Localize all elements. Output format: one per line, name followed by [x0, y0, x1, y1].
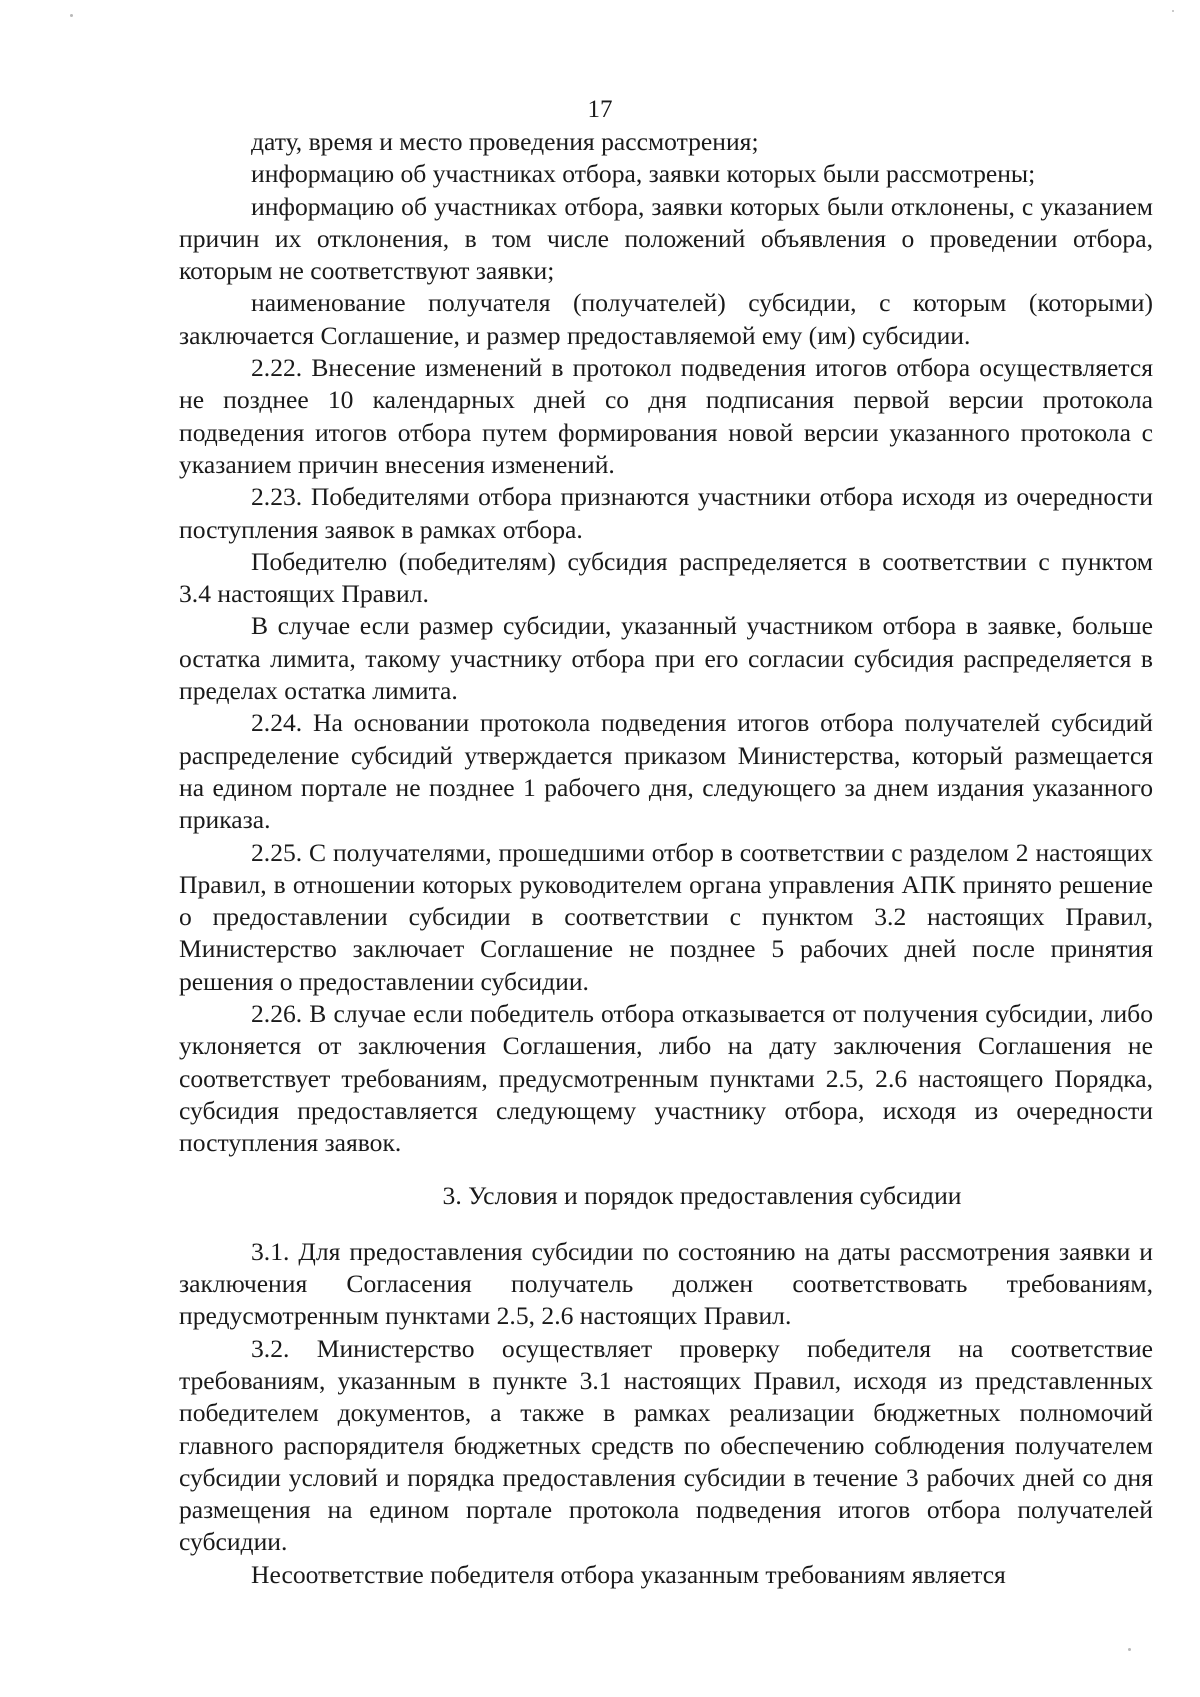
paragraph: информацию об участниках отбора, заявки которых были отклонены, с указанием причин их отклонения, в том числе положений объявления о проведении отбора, которым не соответствуют заявки;	[179, 191, 1153, 286]
page-number: 17	[587, 96, 613, 123]
paragraph: Победителю (победителям) субсидия распределяется в соответствии с пунктом 3.4 настоящих Правил.	[179, 546, 1153, 609]
scan-speck	[1172, 10, 1174, 12]
paragraph: В случае если размер субсидии, указанный участником отбора в заявке, больше остатка лимита, такому участнику отбора при его согласии субсидия распределяется в пределах остатка лимита.	[179, 611, 1153, 706]
scan-speck	[1128, 1648, 1131, 1651]
paragraph: дату, время и место проведения рассмотрения;	[251, 127, 759, 156]
paragraph: 2.23. Победителями отбора признаются участники отбора исходя из очередности поступления заявок в рамках отбора.	[179, 482, 1153, 544]
paragraph: 3.2. Министерство осуществляет проверку победителя на соответствие требованиям, указанным в пункте 3.1 настоящих Правил, исходя из представленных победителем документов, а также в рамках реализации бюджетных полномочий главного распорядителя бюджетных средств по обеспечению соблюдения получателем субсидии условий и порядка предоставления субсидии в течение 3 рабочих дней со дня размещения на едином портале протокола подведения итогов отбора получателей субсидии.	[179, 1333, 1153, 1557]
paragraph: 2.26. В случае если победитель отбора отказывается от получения субсидии, либо уклоняется от заключения Соглашения, либо на дату заключения Соглашения не соответствует требованиям, предусмотренным пунктами 2.5, 2.6 настоящего Порядка, субсидия предоставляется следующему участнику отбора, исходя из очередности поступления заявок.	[179, 999, 1153, 1158]
paragraph: информацию об участниках отбора, заявки которых были рассмотрены;	[251, 159, 1036, 189]
paragraph: 2.24. На основании протокола подведения итогов отбора получателей субсидий распределение субсидий утверждается приказом Министерства, который размещается на едином портале не позднее 1 рабочего дня, следующего за днем издания указанного приказа.	[179, 708, 1153, 835]
paragraph: наименование получателя (получателей) субсидии, с которым (которыми) заключается Соглашение, и размер предоставляемой ему (им) субсидии.	[179, 288, 1153, 350]
paragraph: 3.1. Для предоставления субсидии по состоянию на даты рассмотрения заявки и заключения Согласения получатель должен соответствовать требованиям, предусмотренным пунктами 2.5, 2.6 настоящих Правил.	[179, 1236, 1153, 1331]
paragraph: 2.25. С получателями, прошедшими отбор в соответствии с разделом 2 настоящих Правил, в отношении которых руководителем органа управления АПК принято решение о предоставлении субсидии в соответствии с пунктом 3.2 настоящих Правил, Министерство заключает Соглашение не позднее 5 рабочих дней после принятия решения о предоставлении субсидии.	[179, 837, 1153, 996]
scan-speck	[70, 14, 73, 17]
section-heading: 3. Условия и порядок предоставления субсидии	[442, 1180, 962, 1210]
paragraph: Несоответствие победителя отбора указанным требованиям является	[251, 1559, 1006, 1589]
document-body	[179, 126, 1153, 1591]
paragraph: 2.22. Внесение изменений в протокол подведения итогов отбора осуществляется не позднее 10 календарных дней со дня подписания первой версии протокола подведения итогов отбора путем формирования новой версии указанного протокола с указанием причин внесения изменений.	[179, 353, 1153, 479]
